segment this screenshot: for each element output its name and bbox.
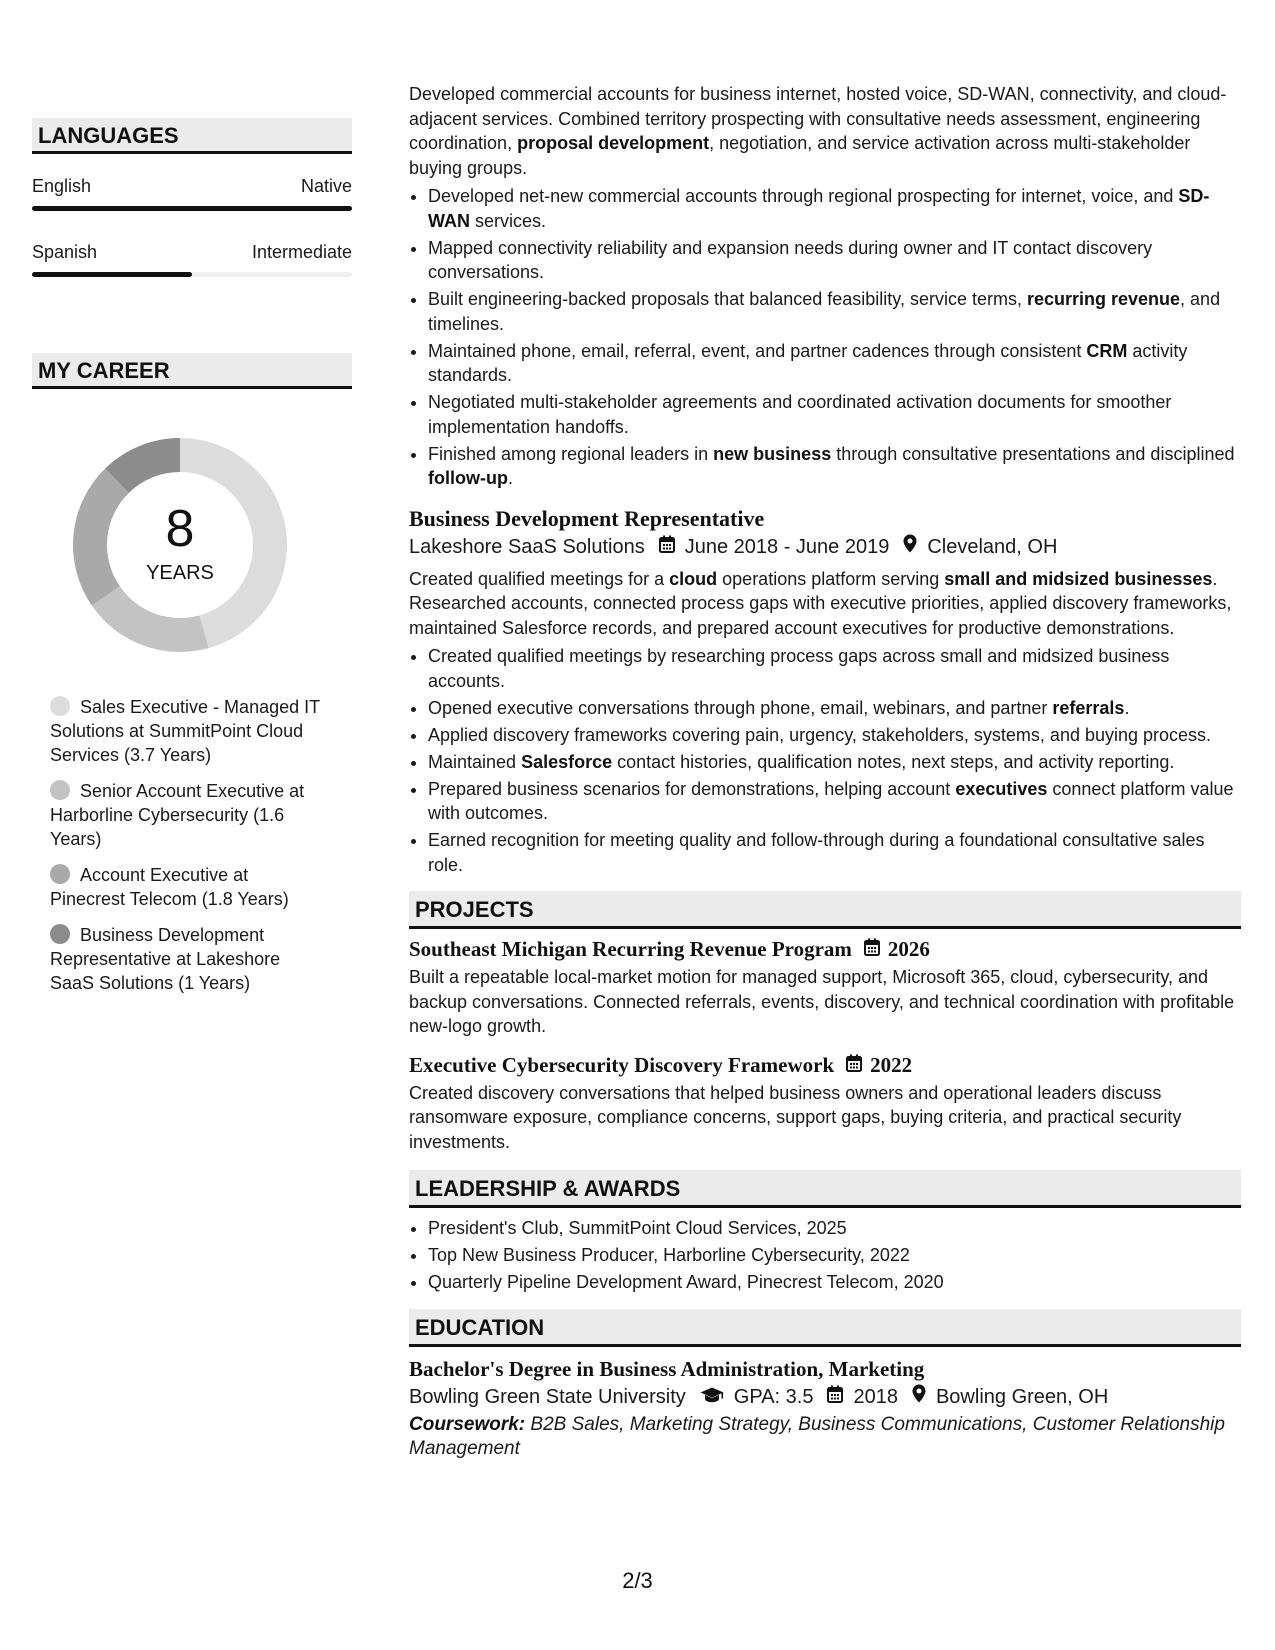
bold-keyword: follow-up	[428, 468, 508, 488]
bullet-item	[428, 184, 1241, 233]
calendar-icon	[659, 533, 675, 561]
bullet-item	[428, 287, 1241, 336]
bold-keyword: Salesforce	[521, 751, 613, 772]
award-item: • President's Club, SummitPoint Cloud Services, 2025	[428, 1216, 1241, 1241]
career-donut-chart	[64, 429, 296, 661]
language-proficiency-bar	[32, 206, 352, 211]
page-number: 2/3	[622, 1568, 653, 1593]
text-run: , and timelines.	[428, 289, 1221, 334]
text-run: Maintained	[428, 751, 522, 772]
text-run: .	[1124, 697, 1130, 718]
career-legend	[50, 695, 320, 995]
legend-item	[50, 779, 320, 851]
project-description: Built a repeatable local-market motion for managed support, Microsoft 365, cloud, cybersecurity, and backup conversations. Connected referrals, events, discovery, and technical coordination with profitable new-logo growth.	[409, 967, 1235, 1036]
bold-keyword: recurring revenue	[1026, 289, 1181, 309]
bold-keyword: executives	[955, 778, 1048, 799]
job-title: Business Development Representative	[409, 505, 765, 531]
legend-swatch	[50, 696, 70, 716]
education-school: Bowling Green State University	[409, 1385, 686, 1408]
text-run: . Researched accounts, connected process gaps with executive priorities, applied discovery frameworks, maintained Salesforce records, and prepared account executives for productive demonstrations.	[409, 568, 1232, 638]
award-item: • Top New Business Producer, Harborline Cybersecurity, 2022	[428, 1243, 1241, 1268]
legend-item	[50, 863, 320, 911]
legend-swatch	[50, 864, 70, 884]
bold-keyword: referrals	[1052, 697, 1125, 718]
education-coursework	[409, 1413, 1241, 1462]
text-run: Created qualified meetings for a	[409, 568, 670, 589]
job-company: Lakeshore SaaS Solutions	[409, 535, 645, 558]
language-level: Intermediate	[251, 242, 352, 262]
bold-keyword: new business	[713, 443, 832, 464]
legend-label: Account Executive at Pinecrest Telecom (1.8 Years)	[50, 865, 289, 909]
language-proficiency-fill	[32, 206, 352, 211]
coursework-label: Coursework:	[409, 1413, 526, 1435]
text-run: Developed commercial accounts for business internet, hosted voice, SD-WAN, connectivity, and cloud-adjacent services. Combined territory prospecting with consultative needs assessment, engineering coordination,	[409, 84, 1227, 153]
job-dates: June 2018 - June 2019	[684, 535, 890, 558]
bullet-item	[428, 644, 1241, 693]
text-run: Prepared business scenarios for demonstrations, helping account	[428, 778, 956, 799]
job-summary	[409, 82, 1241, 180]
education-year: 2018	[853, 1385, 898, 1408]
project-year: 2022	[870, 1052, 913, 1077]
text-run: .	[507, 468, 513, 488]
award-item: • Quarterly Pipeline Development Award, Pinecrest Telecom, 2020	[428, 1270, 1241, 1295]
bullet-item	[428, 339, 1241, 388]
text-run: connect platform value with outcomes.	[428, 778, 1234, 823]
text-run: Finished among regional leaders in	[428, 443, 714, 464]
legend-label: Business Development Representative at Lakeshore SaaS Solutions (1 Years)	[50, 925, 281, 993]
text-run: Mapped connectivity reliability and expansion needs during owner and IT contact discovery conversations.	[428, 237, 1153, 282]
language-name: Spanish	[32, 242, 98, 262]
language-item-english	[32, 174, 352, 211]
text-run: activity standards.	[428, 340, 1188, 385]
calendar-icon	[827, 1383, 843, 1411]
graduation-cap-icon	[700, 1383, 724, 1411]
career-heading: MY CAREER	[32, 353, 352, 389]
location-pin-icon	[912, 1383, 926, 1411]
job-summary	[409, 567, 1241, 641]
project-description: Created discovery conversations that helped business owners and operational leaders discuss ransomware exposure, compliance concerns, support gaps, buying criteria, and practical security investments.	[409, 1082, 1182, 1152]
project-item	[409, 1051, 1241, 1155]
bullet-item	[428, 723, 1241, 748]
education-degree: Bachelor's Degree in Business Administration, Marketing	[409, 1356, 925, 1381]
project-year: 2026	[887, 937, 930, 961]
legend-item	[50, 695, 320, 767]
bold-keyword: proposal development	[517, 133, 710, 153]
job-bullets	[409, 184, 1241, 491]
legend-swatch	[50, 780, 70, 800]
education-meta	[409, 1383, 1241, 1411]
education-heading: EDUCATION	[409, 1309, 1241, 1347]
legend-label: Sales Executive - Managed IT Solutions at SummitPoint Cloud Services (3.7 Years)	[50, 697, 320, 765]
text-run: through consultative presentations and disciplined	[831, 443, 1235, 464]
legend-swatch	[50, 924, 70, 944]
text-run: Built engineering-backed proposals that balanced feasibility, service terms,	[428, 289, 1027, 309]
awards-list	[409, 1216, 1241, 1295]
job-meta	[409, 533, 1241, 561]
bullet-item	[428, 442, 1241, 491]
bold-keyword: cloud	[669, 568, 718, 589]
calendar-icon	[864, 935, 880, 963]
education-location: Bowling Green, OH	[935, 1385, 1109, 1408]
text-run: , negotiation, and service activation across multi-stakeholder buying groups.	[409, 133, 1191, 178]
bold-keyword: SD-WAN	[428, 186, 1210, 231]
language-proficiency-fill	[32, 272, 192, 277]
projects-heading: PROJECTS	[409, 891, 1241, 929]
career-total-label: YEARS	[146, 562, 214, 584]
project-title: Executive Cybersecurity Discovery Framework	[409, 1052, 835, 1077]
text-run: Opened executive conversations through phone, email, webinars, and partner	[428, 697, 1053, 718]
bold-keyword: CRM	[1086, 340, 1128, 361]
job-bullets	[409, 644, 1241, 877]
project-item	[409, 935, 1241, 1039]
coursework-list: B2B Sales, Marketing Strategy, Business Communications, Customer Relationship Management	[409, 1413, 1225, 1459]
text-run: Developed net-new commercial accounts through regional prospecting for internet, voice, and	[428, 186, 1179, 206]
text-run: operations platform serving	[717, 568, 945, 589]
text-run: services.	[470, 210, 547, 231]
text-run: Maintained phone, email, referral, event, and partner cadences through consistent	[428, 340, 1087, 361]
bold-keyword: small and midsized businesses	[944, 568, 1213, 589]
education-gpa: GPA: 3.5	[733, 1385, 814, 1408]
bullet-item	[428, 696, 1241, 721]
language-level: Native	[300, 176, 352, 196]
bullet-item	[428, 236, 1241, 285]
job-location: Cleveland, OH	[927, 535, 1058, 558]
text-run: contact histories, qualification notes, next steps, and activity reporting.	[612, 751, 1175, 772]
text-run: Applied discovery frameworks covering pain, urgency, stakeholders, systems, and buying process.	[428, 724, 1212, 745]
career-total-years: 8	[165, 500, 195, 558]
languages-heading: LANGUAGES	[32, 118, 352, 154]
bullet-item	[428, 828, 1241, 877]
left-column	[32, 118, 352, 1007]
bullet-item	[428, 750, 1241, 775]
text-run: Negotiated multi-stakeholder agreements and coordinated activation documents for smoother implementation handoffs.	[428, 392, 1172, 437]
language-proficiency-bar	[32, 272, 352, 277]
bullet-item	[428, 777, 1241, 826]
language-name: English	[32, 176, 92, 196]
location-pin-icon	[903, 533, 917, 561]
text-run: Earned recognition for meeting quality and follow-through during a foundational consultative sales role.	[428, 830, 1205, 875]
legend-label: Senior Account Executive at Harborline Cybersecurity (1.6 Years)	[50, 781, 305, 849]
text-run: Created qualified meetings by researching process gaps across small and midsized business accounts.	[428, 646, 1170, 691]
right-column	[409, 82, 1241, 1462]
language-item-spanish	[32, 240, 352, 277]
project-title: Southeast Michigan Recurring Revenue Program	[409, 937, 852, 961]
awards-heading: LEADERSHIP & AWARDS	[409, 1170, 1241, 1208]
calendar-icon	[846, 1051, 862, 1079]
legend-item	[50, 923, 320, 995]
bullet-item	[428, 390, 1241, 439]
